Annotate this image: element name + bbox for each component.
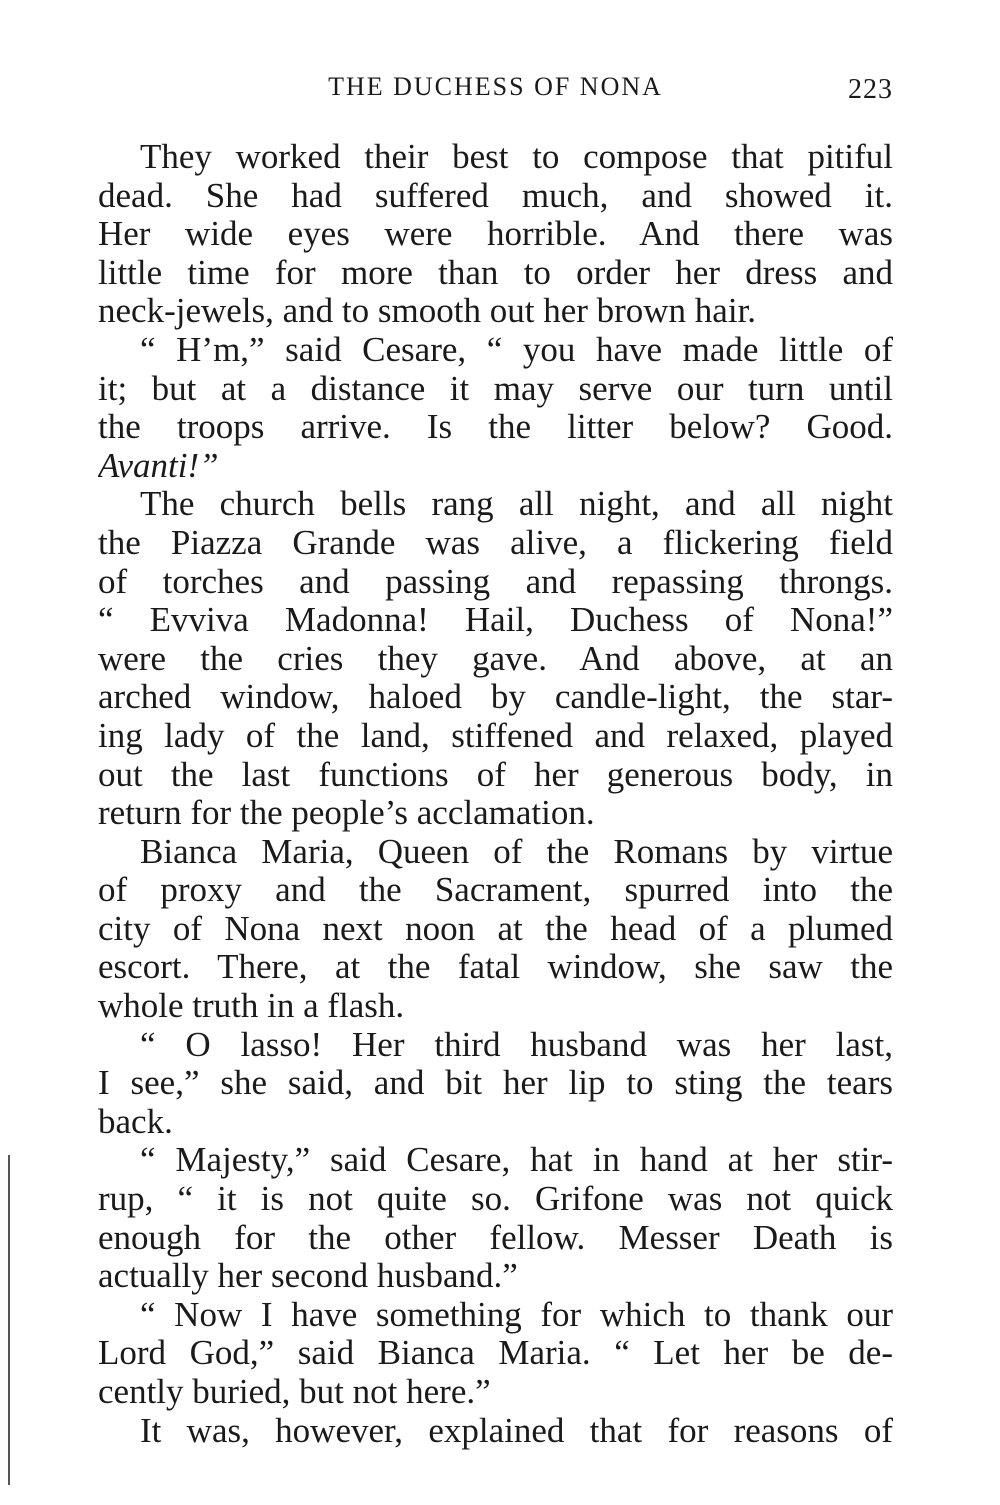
text-line: Bianca Maria, Queen of the Romans by virtue	[140, 832, 893, 871]
text-line: “ Majesty,” said Cesare, hat in hand at her stir-	[140, 1141, 893, 1180]
text-line: return for the people’s acclamation.	[98, 794, 595, 833]
text-line: ing lady of the land, stiffened and relaxed, played	[98, 716, 893, 755]
text-line: back.	[98, 1102, 173, 1141]
text-line: neck-jewels, and to smooth out her brown hair.	[98, 292, 757, 331]
text-line: it; but at a distance it may serve our turn until	[98, 369, 893, 408]
text-line: rup, “ it is not quite so. Grifone was not quick	[98, 1180, 893, 1219]
text-line: of proxy and the Sacrament, spurred into the	[98, 871, 893, 910]
running-head	[98, 72, 893, 108]
text-line: escort. There, at the fatal window, she saw the	[98, 948, 893, 987]
text-line: The church bells rang all night, and all night	[140, 485, 893, 524]
text-line: out the last functions of her generous body, in	[98, 755, 893, 794]
text-line: “ Now I have something for which to thank our	[140, 1295, 893, 1334]
text-line: actually her second husband.”	[98, 1257, 518, 1296]
text-line: Avanti!”	[98, 446, 219, 485]
text-line: Lord God,” said Bianca Maria. “ Let her be de-	[98, 1334, 893, 1373]
text-line: whole truth in a flash.	[98, 987, 405, 1026]
text-line: “ Evviva Madonna! Hail, Duchess of Nona!”	[98, 601, 893, 640]
body-text	[98, 138, 893, 1450]
text-line: It was, however, explained that for reasons of	[140, 1411, 893, 1450]
text-line: little time for more than to order her dress and	[98, 253, 893, 292]
text-line: dead. She had suffered much, and showed it.	[98, 176, 893, 215]
text-line: were the cries they gave. And above, at an	[98, 639, 893, 678]
text-line: “ O lasso! Her third husband was her last,	[140, 1025, 893, 1064]
text-line: I see,” she said, and bit her lip to sting the tears	[98, 1064, 893, 1103]
text-line: the troops arrive. Is the litter below? Good.	[98, 408, 893, 447]
text-line: enough for the other fellow. Messer Death is	[98, 1218, 893, 1257]
text-line: Her wide eyes were horrible. And there was	[98, 215, 893, 254]
text-line: They worked their best to compose that pitiful	[140, 138, 893, 176]
page-number: 223	[848, 74, 893, 105]
text-line: cently buried, but not here.”	[98, 1373, 491, 1411]
running-title: THE DUCHESS OF NONA	[328, 72, 663, 101]
margin-rule	[8, 1155, 10, 1485]
text-line: of torches and passing and repassing throngs.	[98, 562, 893, 601]
text-line: “ H’m,” said Cesare, “ you have made little of	[140, 330, 893, 369]
text-line: city of Nona next noon at the head of a plumed	[98, 909, 893, 948]
text-line: arched window, haloed by candle-light, the star-	[98, 678, 893, 717]
text-line: the Piazza Grande was alive, a flickering field	[98, 523, 893, 562]
